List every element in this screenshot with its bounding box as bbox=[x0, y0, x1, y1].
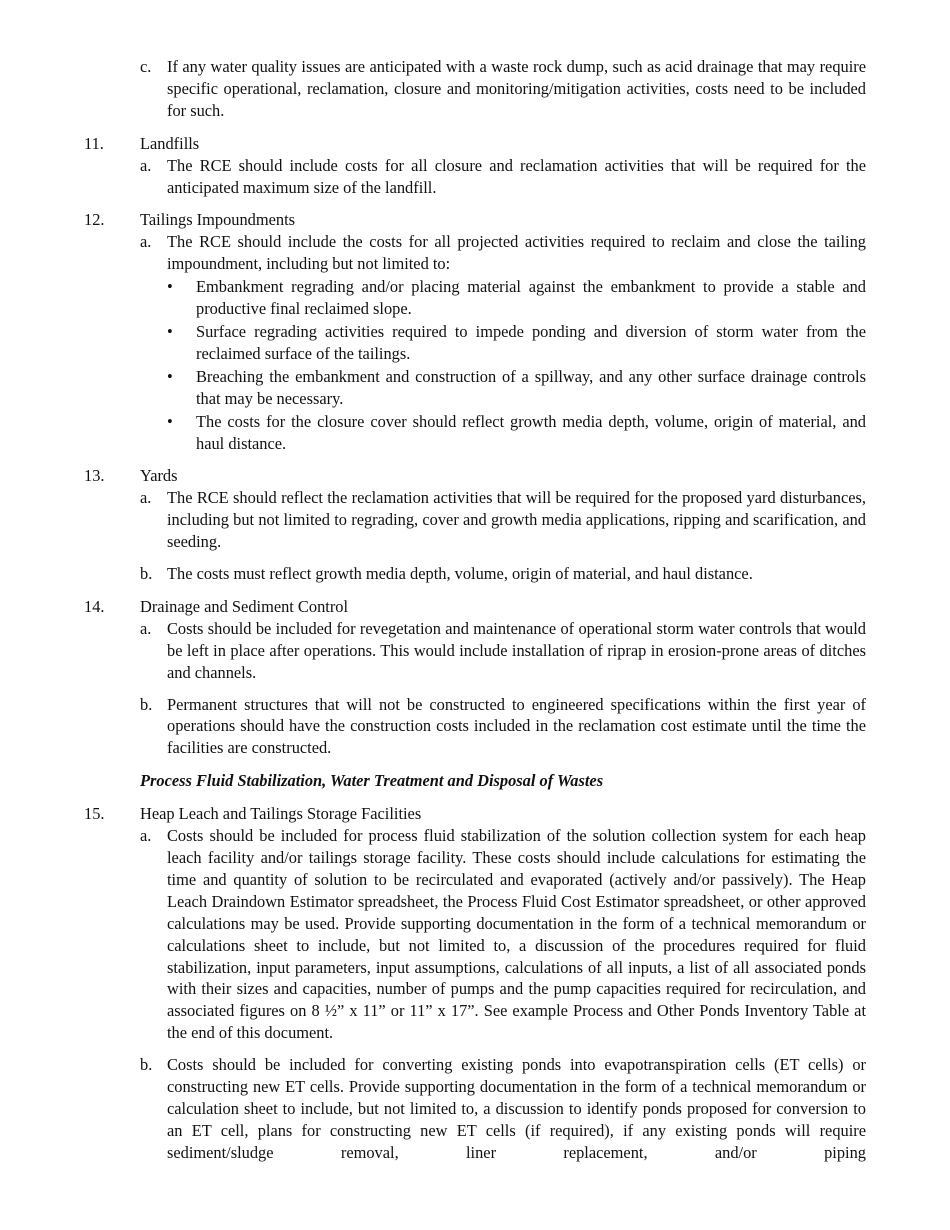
section-title: Drainage and Sediment Control bbox=[140, 596, 349, 616]
item-letter: a. bbox=[140, 826, 152, 846]
list-item bbox=[140, 56, 866, 122]
bullet-item bbox=[167, 276, 866, 320]
list-item bbox=[140, 825, 866, 1044]
item-text: Permanent structures that will not be constructed to engineered specifications within the first year of operations should have the construction costs included in the reclamation cost estimate until the time the facilities are constructed. bbox=[167, 694, 866, 758]
item-text: If any water quality issues are anticipated with a waste rock dump, such as acid drainage that may require specific operational, reclamation, closure and monitoring/mitigation activities, costs need to be included for such. bbox=[167, 57, 866, 120]
bullet-text: Breaching the embankment and construction of a spillway, and any other surface drainage controls that may be necessary. bbox=[196, 366, 866, 408]
section-12 bbox=[0, 209, 950, 454]
section-14 bbox=[0, 596, 950, 759]
list-item bbox=[140, 155, 866, 199]
list-item bbox=[140, 231, 866, 454]
section-title: Yards bbox=[140, 466, 178, 486]
bullet-item bbox=[167, 411, 866, 455]
item-text: The RCE should reflect the reclamation activities that will be required for the proposed yard disturbances, including but not limited to regrading, cover and growth media applications, ripping and scarification, and seeding. bbox=[167, 488, 866, 552]
item-letter: a. bbox=[140, 232, 152, 252]
item-letter: a. bbox=[140, 155, 152, 175]
bullet-text: The costs for the closure cover should reflect growth media depth, volume, origin of material, and haul distance. bbox=[196, 411, 866, 453]
subheading: Process Fluid Stabilization, Water Treatment and Disposal of Wastes bbox=[140, 771, 604, 791]
section-title: Landfills bbox=[140, 133, 200, 153]
list-item bbox=[140, 694, 866, 760]
bullet-icon: • bbox=[167, 321, 173, 341]
item-letter: c. bbox=[140, 57, 152, 76]
section-number: 15. bbox=[84, 804, 105, 824]
section-13 bbox=[0, 465, 950, 585]
item-text: Costs should be included for converting existing ponds into evapotranspiration cells (ET cells) or constructing new ET cells. Provide supporting documentation in the form of a technical memorandum or calculation sheet to include, but not limited to, a discussion to identify ponds proposed for conversion to an ET cell, plans for constructing new ET cells (if required), if any existing ponds will require sediment/sludge removal, liner replacement, and/or piping bbox=[167, 1055, 866, 1162]
bullet-item bbox=[167, 366, 866, 410]
section-number: 14. bbox=[84, 596, 105, 616]
item-text: The RCE should include the costs for all projected activities required to reclaim and close the tailing impoundment, including but not limited to: bbox=[167, 232, 866, 274]
bullet-icon: • bbox=[167, 366, 173, 386]
list-item bbox=[140, 487, 866, 553]
bullet-text: Embankment regrading and/or placing material against the embankment to provide a stable and productive final reclaimed slope. bbox=[196, 277, 866, 319]
bullet-icon: • bbox=[167, 411, 173, 431]
section-title: Tailings Impoundments bbox=[140, 210, 296, 230]
item-text: The costs must reflect growth media depth, volume, origin of material, and haul distance. bbox=[167, 564, 753, 584]
section-11 bbox=[0, 133, 950, 199]
section-15 bbox=[0, 803, 950, 1164]
section-number: 12. bbox=[84, 210, 105, 230]
list-item bbox=[140, 563, 866, 585]
item-letter: b. bbox=[140, 694, 153, 714]
section-number: 11. bbox=[84, 133, 104, 153]
bullet-icon: • bbox=[167, 277, 173, 297]
bullet-text: Surface regrading activities required to impede ponding and diversion of storm water from the reclaimed surface of the tailings. bbox=[196, 321, 866, 363]
section-number: 13. bbox=[84, 466, 105, 486]
item-letter: a. bbox=[140, 488, 152, 508]
document-page bbox=[0, 56, 950, 1164]
bullet-item bbox=[167, 321, 866, 365]
list-item bbox=[140, 618, 866, 684]
item-text: Costs should be included for revegetation and maintenance of operational storm water controls that would be left in place after operations. This would include installation of riprap in erosion-prone areas of ditches and channels. bbox=[167, 618, 866, 682]
item-letter: b. bbox=[140, 564, 153, 584]
section-continuation bbox=[0, 56, 950, 122]
item-text: The RCE should include costs for all closure and reclamation activities that will be required for the anticipated maximum size of the landfill. bbox=[167, 155, 866, 197]
list-item bbox=[140, 1054, 866, 1164]
item-text: Costs should be included for process fluid stabilization of the solution collection system for each heap leach facility and/or tailings storage facility. These costs should include calculations for estimating the time and quantity of solution to be recirculated and evaporated (actively and/or passively). The Heap Leach Draindown Estimator spreadsheet, the Process Fluid Cost Estimator spreadsheet, or other approved calculations may be used. Provide supporting documentation in the form of a technical memorandum or calculations sheet to include, but not limited to, a discussion of the procedures required for fluid stabilization, input parameters, input assumptions, calculations of all inputs, a list of all associated ponds with their sizes and capacities, number of pumps and the pump capacities required for recirculation, and associated figures on 8 ½” x 11” or 11” x 17”. See example Process and Other Ponds Inventory Table at the end of this document. bbox=[167, 826, 866, 1043]
item-letter: a. bbox=[140, 618, 152, 638]
bullet-list bbox=[167, 276, 866, 454]
section-title: Heap Leach and Tailings Storage Facilities bbox=[140, 804, 422, 824]
item-letter: b. bbox=[140, 1055, 153, 1075]
